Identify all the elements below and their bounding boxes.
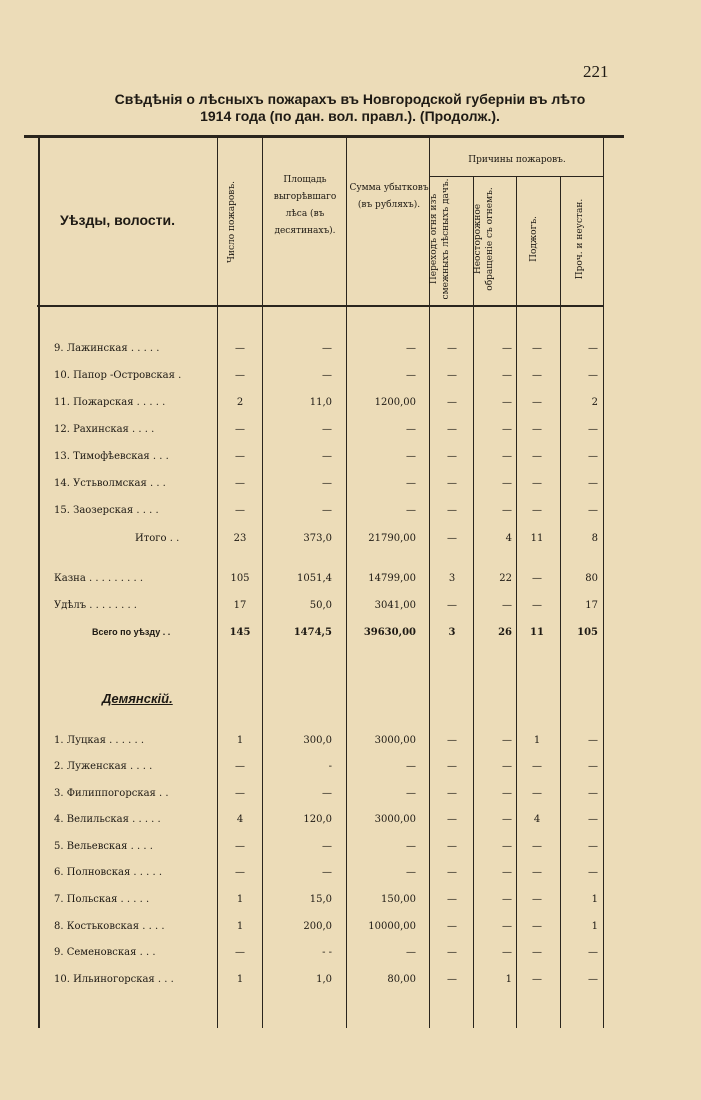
cell-area: 1051,4 (297, 573, 332, 584)
cell-cause-3: — (532, 424, 542, 435)
cell-fires: 17 (233, 600, 247, 611)
header-rule (37, 305, 603, 307)
cell-area: 120,0 (303, 814, 332, 825)
cell-fires: — (235, 424, 245, 435)
cell-sum: 3000,00 (374, 735, 416, 746)
cell-cause-4: 80 (585, 573, 598, 584)
cell-cause-3: 4 (533, 814, 541, 825)
cell-cause-1: 3 (448, 627, 456, 638)
cell-fires: 4 (236, 814, 244, 825)
table-row (0, 340, 701, 362)
cell-area: — (322, 867, 332, 878)
section-title: Демянскій. (102, 691, 173, 706)
cell-area: — (322, 505, 332, 516)
cell-cause-1: — (447, 451, 457, 462)
cell-area: — (322, 370, 332, 381)
cell-sum: 3041,00 (374, 600, 416, 611)
cell-sum: — (406, 370, 416, 381)
cell-area: 11,0 (309, 397, 332, 408)
cell-area: 1474,5 (293, 627, 332, 638)
cell-fires: 1 (236, 894, 244, 905)
cell-cause-3: — (532, 573, 542, 584)
cell-cause-4: — (588, 814, 598, 825)
table-row (0, 367, 701, 389)
header-cause-2: Неосторожное обращеніе съ огнемъ. (473, 187, 495, 291)
cell-cause-4: — (588, 788, 598, 799)
cell-cause-2: — (502, 370, 512, 381)
header-cause-1: Переходъ огня изъ смежныхъ лѣсныхъ дачъ. (429, 178, 451, 300)
cell-sum: — (406, 424, 416, 435)
table-row (0, 944, 701, 966)
cell-cause-1: — (447, 397, 457, 408)
cell-cause-4: — (588, 974, 598, 985)
page-number: 221 (583, 62, 609, 81)
cell-sum: — (406, 788, 416, 799)
cell-sum: — (406, 761, 416, 772)
volost-name: 6. Полновская . . . . . (54, 867, 163, 878)
cell-area: 50,0 (309, 600, 332, 611)
table-row (0, 785, 701, 807)
table-row (0, 421, 701, 443)
udel-label: Удѣлъ . . . . . . . . (54, 600, 137, 611)
itogo-row (0, 530, 701, 552)
cell-area: - (328, 761, 332, 772)
cell-cause-2: — (502, 451, 512, 462)
cell-cause-4: — (588, 370, 598, 381)
volost-name: 14. Устьволмская . . . (54, 478, 166, 489)
cell-area: 200,0 (303, 921, 332, 932)
cell-cause-1: — (447, 533, 457, 544)
cell-sum: 150,00 (381, 894, 416, 905)
cell-area: 300,0 (303, 735, 332, 746)
cell-sum: — (406, 343, 416, 354)
table-row (0, 918, 701, 940)
cell-cause-4: 1 (591, 921, 598, 932)
cell-cause-2: — (502, 424, 512, 435)
cell-cause-2: — (502, 478, 512, 489)
cell-fires: — (235, 505, 245, 516)
header-area: Площадь выгорѣвшаго лѣса (въ десятинахъ). (273, 175, 337, 236)
table-row (0, 891, 701, 913)
table-row (0, 758, 701, 780)
cell-cause-4: — (588, 505, 598, 516)
cell-fires: 1 (236, 921, 244, 932)
cell-area: 1,0 (316, 974, 332, 985)
cell-cause-1: — (447, 947, 457, 958)
cell-cause-3: — (532, 600, 542, 611)
cell-cause-3: — (532, 921, 542, 932)
cell-area: 373,0 (303, 533, 332, 544)
cell-cause-1: — (447, 867, 457, 878)
cell-sum: — (406, 947, 416, 958)
cell-cause-2: — (502, 788, 512, 799)
cell-cause-4: — (588, 451, 598, 462)
cell-fires: — (235, 761, 245, 772)
cell-cause-1: — (447, 921, 457, 932)
cell-cause-2: 4 (505, 533, 512, 544)
volost-name: 2. Луженская . . . . (54, 761, 153, 772)
cell-fires: — (235, 867, 245, 878)
cell-cause-2: — (502, 735, 512, 746)
cell-fires: — (235, 478, 245, 489)
cell-cause-3: — (532, 505, 542, 516)
cell-area: — (322, 788, 332, 799)
cell-cause-2: 1 (505, 974, 512, 985)
header-cause-4: Проч. и неустан. (575, 198, 585, 280)
table-title-line-2: 1914 года (по дан. вол. правл.). (Продолж.). (200, 108, 500, 124)
cell-fires: 105 (230, 573, 250, 584)
cell-cause-4: — (588, 735, 598, 746)
cell-cause-3: — (532, 761, 542, 772)
cell-cause-2: — (502, 343, 512, 354)
cell-cause-3: — (532, 788, 542, 799)
cell-cause-3: — (532, 370, 542, 381)
volost-name: 7. Польская . . . . . (54, 894, 150, 905)
cell-cause-1: — (447, 761, 457, 772)
volost-name: 10. Ильиногорская . . . (54, 974, 174, 985)
cell-cause-3: — (532, 343, 542, 354)
cell-cause-1: — (447, 343, 457, 354)
cell-sum: 21790,00 (368, 533, 416, 544)
cell-cause-4: — (588, 478, 598, 489)
cell-cause-2: — (502, 867, 512, 878)
cell-cause-1: — (447, 370, 457, 381)
cell-sum: 80,00 (387, 974, 416, 985)
volost-name: 11. Пожарская . . . . . (54, 397, 166, 408)
cell-cause-1: — (447, 600, 457, 611)
cell-cause-1: — (447, 478, 457, 489)
cell-sum: — (406, 451, 416, 462)
volost-name: 13. Тимофѣевская . . . (54, 451, 169, 462)
cell-fires: 1 (236, 974, 244, 985)
table-row (0, 811, 701, 833)
table-row (0, 394, 701, 416)
cell-cause-3: 11 (530, 627, 544, 638)
cell-cause-3: — (532, 894, 542, 905)
cell-sum: 3000,00 (374, 814, 416, 825)
cell-area: — (322, 451, 332, 462)
cell-cause-3: 11 (530, 533, 544, 544)
cell-sum: 14799,00 (368, 573, 416, 584)
cell-cause-1: — (447, 841, 457, 852)
cell-cause-4: 8 (591, 533, 598, 544)
table-row (0, 838, 701, 860)
cell-cause-1: 3 (448, 573, 456, 584)
cell-cause-4: — (588, 947, 598, 958)
header-causes: Причины пожаровъ. (468, 155, 566, 165)
itogo-label: Итого . . (135, 533, 180, 544)
header-uezdy: Уѣзды, волости. (60, 212, 175, 228)
volost-name: 9. Семеновская . . . (54, 947, 156, 958)
cell-sum: 10000,00 (368, 921, 416, 932)
volost-name: 8. Костьковская . . . . (54, 921, 165, 932)
cell-cause-1: — (447, 735, 457, 746)
cell-fires: 1 (236, 735, 244, 746)
table-row (0, 732, 701, 754)
kazna-label: Казна . . . . . . . . . (54, 573, 143, 584)
volost-name: 9. Лажинская . . . . . (54, 343, 160, 354)
cell-sum: 39630,00 (363, 627, 416, 638)
cell-cause-4: 2 (591, 397, 598, 408)
cell-area: — (322, 343, 332, 354)
volost-name: 15. Заозерская . . . . (54, 505, 159, 516)
cell-fires: — (235, 343, 245, 354)
vsego-label: Всего по уѣзду . . (92, 627, 171, 637)
cell-fires: 23 (233, 533, 247, 544)
header-damages: Сумма убытковъ (въ рубляхъ). (349, 183, 429, 210)
table-row (0, 971, 701, 993)
cell-sum: 1200,00 (374, 397, 416, 408)
cell-cause-2: — (502, 600, 512, 611)
cell-cause-2: — (502, 947, 512, 958)
volost-name: 12. Рахинская . . . . (54, 424, 155, 435)
cell-area: - - (322, 947, 332, 958)
cell-cause-2: — (502, 841, 512, 852)
cell-cause-2: 22 (499, 573, 512, 584)
table-row (0, 475, 701, 497)
cell-cause-3: — (532, 947, 542, 958)
cell-area: — (322, 478, 332, 489)
volost-name: 4. Велильская . . . . . (54, 814, 161, 825)
cell-cause-1: — (447, 974, 457, 985)
cell-fires: 145 (229, 627, 251, 638)
causes-rule (430, 176, 603, 177)
table-row (0, 448, 701, 470)
cell-sum: — (406, 867, 416, 878)
cell-cause-4: — (588, 761, 598, 772)
cell-cause-2: — (502, 505, 512, 516)
cell-area: — (322, 841, 332, 852)
cell-cause-4: — (588, 343, 598, 354)
table-row (0, 502, 701, 524)
header-fires-count: Число пожаровъ. (227, 181, 237, 263)
vsego-row (0, 624, 701, 646)
cell-sum: — (406, 478, 416, 489)
cell-fires: — (235, 841, 245, 852)
cell-cause-2: — (502, 397, 512, 408)
cell-fires: 2 (236, 397, 244, 408)
cell-cause-3: — (532, 397, 542, 408)
cell-cause-1: — (447, 894, 457, 905)
top-rule (24, 135, 624, 138)
cell-cause-3: — (532, 451, 542, 462)
volost-name: 5. Вельевская . . . . (54, 841, 153, 852)
cell-cause-1: — (447, 505, 457, 516)
cell-cause-1: — (447, 424, 457, 435)
udel-row (0, 597, 701, 619)
cell-cause-4: — (588, 841, 598, 852)
header-cause-3: Поджогъ. (529, 216, 539, 262)
cell-sum: — (406, 841, 416, 852)
cell-fires: — (235, 947, 245, 958)
cell-area: — (322, 424, 332, 435)
volost-name: 3. Филиппогорская . . (54, 788, 169, 799)
cell-cause-2: — (502, 814, 512, 825)
volost-name: 1. Луцкая . . . . . . (54, 735, 145, 746)
cell-cause-3: — (532, 478, 542, 489)
cell-cause-2: — (502, 921, 512, 932)
cell-fires: — (235, 788, 245, 799)
cell-cause-4: — (588, 424, 598, 435)
cell-cause-4: 17 (585, 600, 598, 611)
cell-cause-1: — (447, 788, 457, 799)
cell-cause-2: — (502, 761, 512, 772)
cell-cause-3: — (532, 974, 542, 985)
table-title-line-1: Свѣдѣнія о лѣсныхъ пожарахъ въ Новгородской губерніи въ лѣто (114, 91, 586, 107)
cell-fires: — (235, 370, 245, 381)
cell-fires: — (235, 451, 245, 462)
cell-cause-2: — (502, 894, 512, 905)
cell-area: 15,0 (309, 894, 332, 905)
volost-name: 10. Папор -Островская . (54, 370, 182, 381)
cell-cause-3: — (532, 841, 542, 852)
cell-cause-4: — (588, 867, 598, 878)
cell-cause-3: 1 (533, 735, 541, 746)
table-row (0, 864, 701, 886)
cell-cause-4: 1 (591, 894, 598, 905)
cell-cause-1: — (447, 814, 457, 825)
kazna-row (0, 570, 701, 592)
cell-cause-2: 26 (498, 627, 512, 638)
cell-cause-4: 105 (577, 627, 598, 638)
cell-sum: — (406, 505, 416, 516)
cell-cause-3: — (532, 867, 542, 878)
